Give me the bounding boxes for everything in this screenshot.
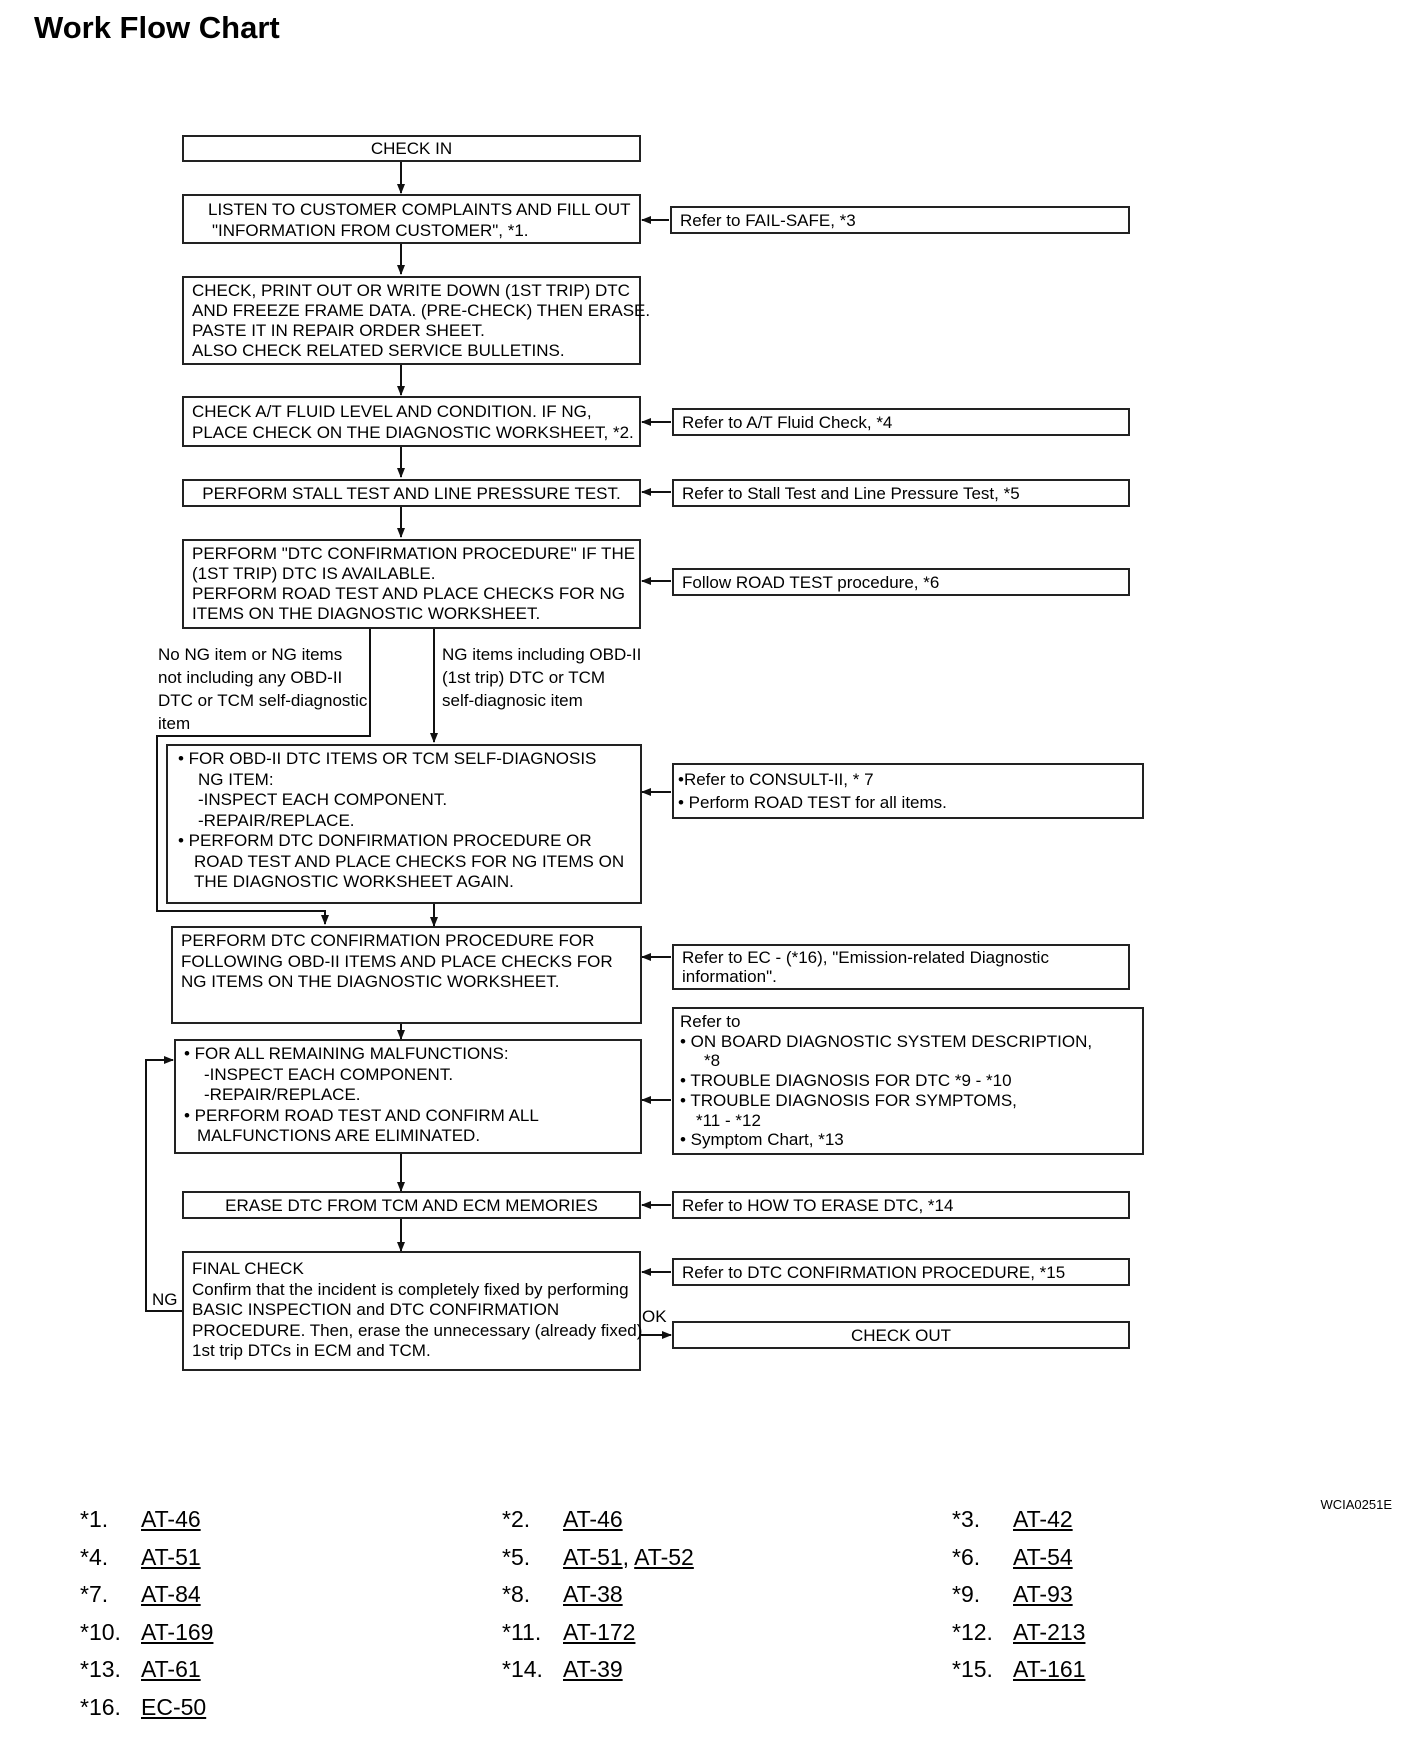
refer-list-line-3: *8 — [704, 1051, 721, 1071]
refer-list-line-5: • TROUBLE DIAGNOSIS FOR SYMPTOMS, — [680, 1090, 1017, 1110]
perform-dtc-line-1: PERFORM DTC CONFIRMATION PROCEDURE FOR — [181, 931, 595, 950]
ok-label: OK — [642, 1307, 667, 1326]
remaining-malfunctions-box — [174, 1039, 642, 1154]
dtc-confirm-line-3: PERFORM ROAD TEST AND PLACE CHECKS FOR NG — [192, 584, 625, 603]
check-print-line-2: AND FREEZE FRAME DATA. (PRE-CHECK) THEN ERASE. — [192, 301, 651, 320]
reference-number: *8. — [502, 1581, 531, 1607]
dtc-confirmation-box — [182, 539, 641, 629]
perform-dtc-line-3: NG ITEMS ON THE DIAGNOSTIC WORKSHEET. — [181, 972, 560, 991]
consult-ref-box — [672, 763, 1144, 819]
reference-link[interactable]: AT-39 — [563, 1656, 623, 1682]
refer-list-line-1: Refer to — [680, 1012, 741, 1031]
reference-number: *5. — [502, 1543, 531, 1570]
obd-bullet-1-line-4: -REPAIR/REPLACE. — [198, 810, 355, 830]
reference-item — [952, 1656, 1085, 1683]
reference-number: *11. — [502, 1618, 542, 1645]
dtc-confirm-ref-box — [672, 1258, 1130, 1286]
page-title: Work Flow Chart — [34, 10, 280, 45]
reference-link[interactable]: AT-93 — [1013, 1581, 1073, 1607]
reference-number: *12. — [952, 1618, 993, 1645]
reference-link[interactable]: AT-213 — [1013, 1618, 1086, 1645]
fluid-line-1: CHECK A/T FLUID LEVEL AND CONDITION. IF NG, — [192, 402, 592, 421]
erase-dtc-box — [182, 1191, 641, 1219]
obd-bullet-1-line-2: NG ITEM: — [198, 769, 274, 789]
ec-ref-line-1: Refer to EC - (*16), "Emission-related Diagnostic — [682, 948, 1049, 967]
reference-item — [952, 1506, 1073, 1533]
remaining-bullet-2-line-2: MALFUNCTIONS ARE ELIMINATED. — [197, 1126, 481, 1145]
failsafe-ref-box — [670, 206, 1130, 234]
reference-item — [502, 1544, 694, 1571]
check-print-line-3: PASTE IT IN REPAIR ORDER SHEET. — [192, 321, 485, 340]
listen-complaints-box — [182, 194, 641, 244]
check-in-label: CHECK IN — [370, 139, 453, 158]
reference-separator: , — [622, 1543, 635, 1570]
reference-item — [80, 1656, 201, 1683]
obd-bullet-1-line-3: -INSPECT EACH COMPONENT. — [198, 790, 448, 809]
reference-link[interactable]: AT-84 — [141, 1581, 201, 1607]
reference-link[interactable]: AT-161 — [1013, 1656, 1086, 1682]
consult-ref-line-1: •Refer to CONSULT-II, * 7 — [678, 770, 874, 789]
road-test-ref-box — [672, 568, 1130, 596]
check-print-line-4: ALSO CHECK RELATED SERVICE BULLETINS. — [192, 341, 565, 360]
reference-number: *10. — [80, 1618, 121, 1645]
branch-label-no-ng — [158, 643, 367, 735]
erase-ref-box — [672, 1191, 1130, 1219]
road-test-ref-label: Follow ROAD TEST procedure, *6 — [682, 572, 940, 592]
reference-link[interactable]: AT-38 — [563, 1581, 623, 1607]
fluid-line-2: PLACE CHECK ON THE DIAGNOSTIC WORKSHEET, *2. — [192, 423, 634, 442]
reference-link[interactable]: AT-51 — [563, 1543, 623, 1570]
ec-ref-box — [672, 944, 1130, 990]
consult-ref-line-2: • Perform ROAD TEST for all items. — [678, 793, 947, 812]
reference-number: *9. — [952, 1581, 981, 1607]
figure-code: WCIA0251E — [1320, 1497, 1392, 1512]
obd-items-box — [166, 744, 642, 904]
final-check-line-3: BASIC INSPECTION and DTC CONFIRMATION — [192, 1300, 560, 1319]
reference-item — [952, 1544, 1073, 1571]
stall-test-label: PERFORM STALL TEST AND LINE PRESSURE TEST. — [202, 483, 621, 503]
erase-ref-label: Refer to HOW TO ERASE DTC, *14 — [682, 1195, 954, 1215]
reference-number: *3. — [952, 1506, 981, 1532]
final-check-line-4: PROCEDURE. Then, erase the unnecessary (already fixed) — [192, 1320, 643, 1340]
reference-link[interactable]: AT-46 — [141, 1506, 201, 1532]
final-check-line-5: 1st trip DTCs in ECM and TCM. — [192, 1341, 431, 1360]
refer-list-line-2: • ON BOARD DIAGNOSTIC SYSTEM DESCRIPTION, — [680, 1031, 1093, 1051]
failsafe-ref-label: Refer to FAIL-SAFE, *3 — [680, 210, 856, 230]
reference-item — [80, 1581, 201, 1608]
reference-item — [80, 1544, 201, 1571]
check-in-box — [182, 135, 641, 162]
branch-no-ng-line-4: item — [158, 714, 191, 733]
dtc-confirm-line-4: ITEMS ON THE DIAGNOSTIC WORKSHEET. — [192, 604, 541, 623]
reference-item — [502, 1581, 623, 1608]
reference-number: *6. — [952, 1543, 981, 1570]
stall-ref-box — [672, 479, 1130, 507]
reference-link[interactable]: EC-50 — [141, 1693, 207, 1720]
reference-item — [952, 1581, 1073, 1608]
reference-link[interactable]: AT-42 — [1013, 1506, 1073, 1532]
ng-loop-label: NG — [152, 1290, 178, 1309]
branch-ng-line-3: self-diagnosic item — [442, 691, 583, 710]
remaining-bullet-1: • FOR ALL REMAINING MALFUNCTIONS: — [184, 1044, 509, 1063]
remaining-bullet-1-line-3: -REPAIR/REPLACE. — [204, 1085, 361, 1104]
final-check-box — [182, 1251, 641, 1371]
reference-item — [502, 1506, 623, 1533]
remaining-bullet-2: • PERFORM ROAD TEST AND CONFIRM ALL — [184, 1105, 539, 1125]
reference-number: *13. — [80, 1656, 121, 1682]
check-print-dtc-box — [182, 276, 651, 365]
reference-number: *14. — [502, 1656, 543, 1682]
reference-link[interactable]: AT-52 — [634, 1543, 694, 1570]
obd-bullet-2-line-2: ROAD TEST AND PLACE CHECKS FOR NG ITEMS ON — [194, 851, 625, 871]
ec-ref-line-2: information". — [682, 967, 777, 986]
remaining-bullet-1-line-2: -INSPECT EACH COMPONENT. — [204, 1064, 454, 1084]
branch-no-ng-line-2: not including any OBD-II — [158, 668, 343, 687]
check-out-label: CHECK OUT — [850, 1325, 952, 1345]
reference-number: *1. — [80, 1506, 109, 1532]
reference-item — [502, 1656, 623, 1683]
erase-dtc-label: ERASE DTC FROM TCM AND ECM MEMORIES — [225, 1195, 598, 1215]
reference-item — [952, 1619, 1085, 1646]
obd-bullet-2-line-3: THE DIAGNOSTIC WORKSHEET AGAIN. — [194, 872, 514, 891]
reference-item — [80, 1619, 213, 1646]
dtc-confirm-ref-label: Refer to DTC CONFIRMATION PROCEDURE, *15 — [682, 1262, 1066, 1282]
branch-no-ng-line-1: No NG item or NG items — [158, 645, 343, 664]
obd-bullet-2: • PERFORM DTC DONFIRMATION PROCEDURE OR — [178, 831, 592, 850]
reference-number: *16. — [80, 1693, 121, 1720]
reference-link[interactable]: AT-46 — [563, 1506, 623, 1532]
check-print-line-1: CHECK, PRINT OUT OR WRITE DOWN (1ST TRIP) DTC — [192, 281, 630, 300]
fluid-check-box — [182, 396, 641, 447]
reference-link[interactable]: AT-51 — [141, 1543, 201, 1570]
reference-link[interactable]: AT-54 — [1013, 1543, 1073, 1570]
fluid-ref-box — [672, 408, 1130, 436]
refer-list-line-6: *11 - *12 — [696, 1110, 761, 1130]
obd-bullet-1: • FOR OBD-II DTC ITEMS OR TCM SELF-DIAGNOSIS — [178, 749, 597, 768]
refer-list-line-7: • Symptom Chart, *13 — [680, 1130, 844, 1150]
branch-label-ng-obd — [442, 643, 641, 712]
listen-line-2: "INFORMATION FROM CUSTOMER", *1. — [212, 221, 529, 240]
final-check-line-2: Confirm that the incident is completely fixed by performing — [192, 1279, 629, 1299]
reference-number: *7. — [80, 1581, 109, 1607]
reference-link[interactable]: AT-172 — [563, 1618, 636, 1645]
branch-ng-line-1: NG items including OBD-II — [442, 645, 642, 664]
reference-number: *2. — [502, 1506, 531, 1532]
reference-link[interactable]: AT-169 — [141, 1618, 214, 1645]
branch-no-ng-line-3: DTC or TCM self-diagnostic — [158, 691, 368, 710]
reference-item — [80, 1694, 206, 1721]
reference-number: *15. — [952, 1656, 993, 1682]
dtc-confirm-line-2: (1ST TRIP) DTC IS AVAILABLE. — [192, 564, 436, 583]
dtc-confirm-line-1: PERFORM "DTC CONFIRMATION PROCEDURE" IF THE — [192, 544, 636, 563]
perform-dtc-line-2: FOLLOWING OBD-II ITEMS AND PLACE CHECKS FOR — [181, 951, 613, 971]
refer-list-line-4: • TROUBLE DIAGNOSIS FOR DTC *9 - *10 — [680, 1071, 1012, 1091]
reference-number: *4. — [80, 1543, 109, 1570]
listen-line-1: LISTEN TO CUSTOMER COMPLAINTS AND FILL OUT — [208, 200, 631, 219]
branch-ng-line-2: (1st trip) DTC or TCM — [442, 668, 606, 687]
reference-item — [502, 1619, 635, 1646]
final-check-line-1: FINAL CHECK — [192, 1259, 304, 1278]
reference-item — [80, 1506, 201, 1533]
reference-link[interactable]: AT-61 — [141, 1656, 201, 1682]
stall-test-box — [182, 479, 641, 507]
diagnosis-refer-box — [672, 1007, 1144, 1155]
fluid-ref-label: Refer to A/T Fluid Check, *4 — [682, 412, 893, 432]
perform-dtc-obd-box — [171, 926, 642, 1024]
stall-ref-label: Refer to Stall Test and Line Pressure Test, *5 — [682, 483, 1020, 503]
check-out-box — [672, 1321, 1130, 1349]
